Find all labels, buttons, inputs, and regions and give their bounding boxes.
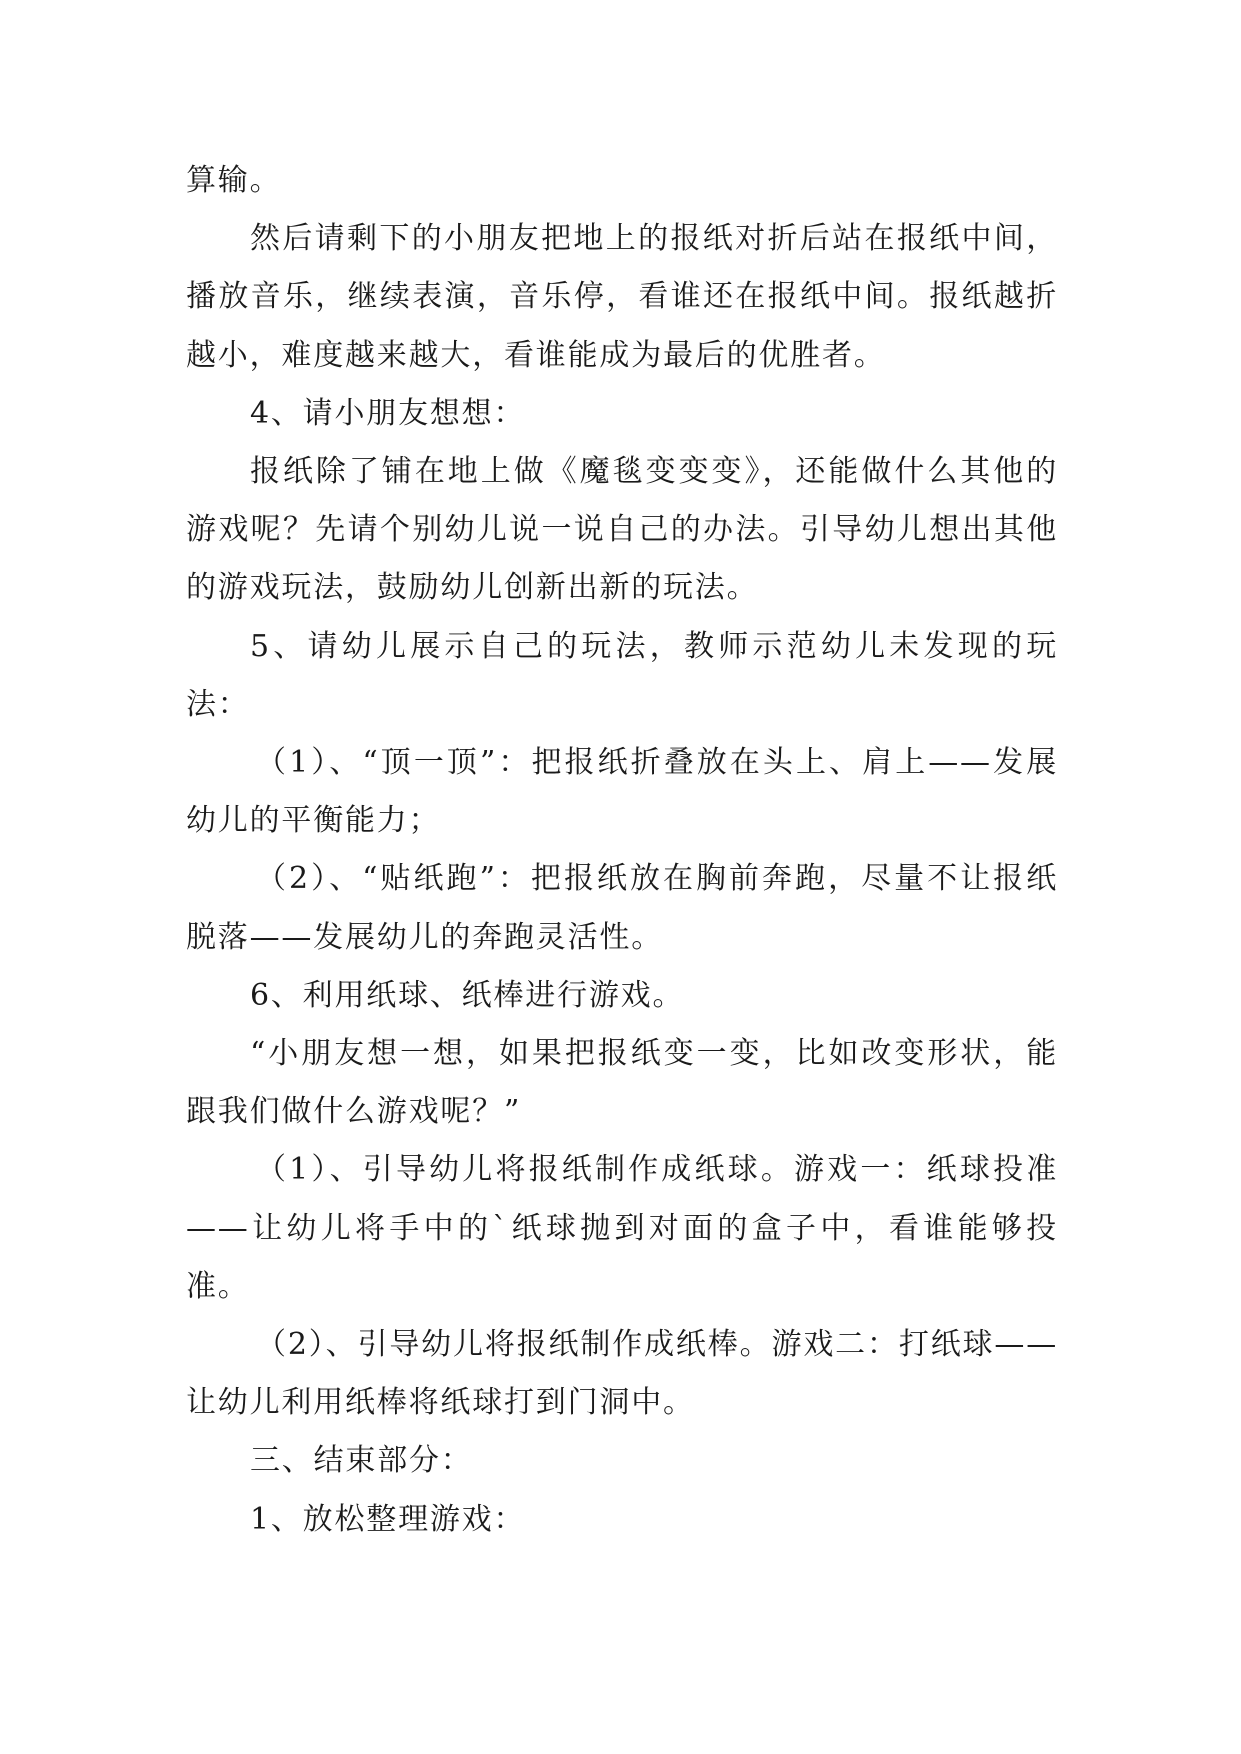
paragraph: 4、请小朋友想想：: [250, 395, 526, 431]
paragraph: （2）、引导幼儿将报纸制作成纸棒。游戏二：打纸球——让幼儿利用纸棒将纸球打到门洞中。: [186, 1327, 1058, 1421]
paragraph: 5、请幼儿展示自己的玩法，教师示范幼儿未发现的玩法：: [186, 628, 1058, 722]
paragraph: 然后请剩下的小朋友把地上的报纸对折后站在报纸中间，播放音乐，继续表演，音乐停，看谁还在报纸中间。报纸越折越小，难度越来越大，看谁能成为最后的优胜者。: [186, 221, 1058, 373]
document-body: [186, 152, 1058, 1549]
paragraph: 算输。: [186, 163, 282, 198]
paragraph: （2）、“贴纸跑”：把报纸放在胸前奔跑，尽量不让报纸脱落——发展幼儿的奔跑灵活性。: [186, 861, 1058, 955]
paragraph: 6、利用纸球、纸棒进行游戏。: [250, 977, 685, 1013]
paragraph: 1、放松整理游戏：: [250, 1501, 526, 1537]
paragraph: （1）、引导幼儿将报纸制作成纸球。游戏一：纸球投准——让幼儿将手中的`纸球抛到对面的盒子中，看谁能够投准。: [186, 1152, 1058, 1304]
paragraph: “小朋友想一想，如果把报纸变一变，比如改变形状，能跟我们做什么游戏呢？”: [186, 1036, 1058, 1130]
paragraph: 报纸除了铺在地上做《魔毯变变变》，还能做什么其他的游戏呢？先请个别幼儿说一说自己的办法。引导幼儿想出其他的游戏玩法，鼓励幼儿创新出新的玩法。: [186, 454, 1058, 606]
paragraph: 三、结束部分：: [250, 1443, 473, 1479]
paragraph: （1）、“顶一顶”：把报纸折叠放在头上、肩上——发展幼儿的平衡能力；: [186, 745, 1058, 839]
